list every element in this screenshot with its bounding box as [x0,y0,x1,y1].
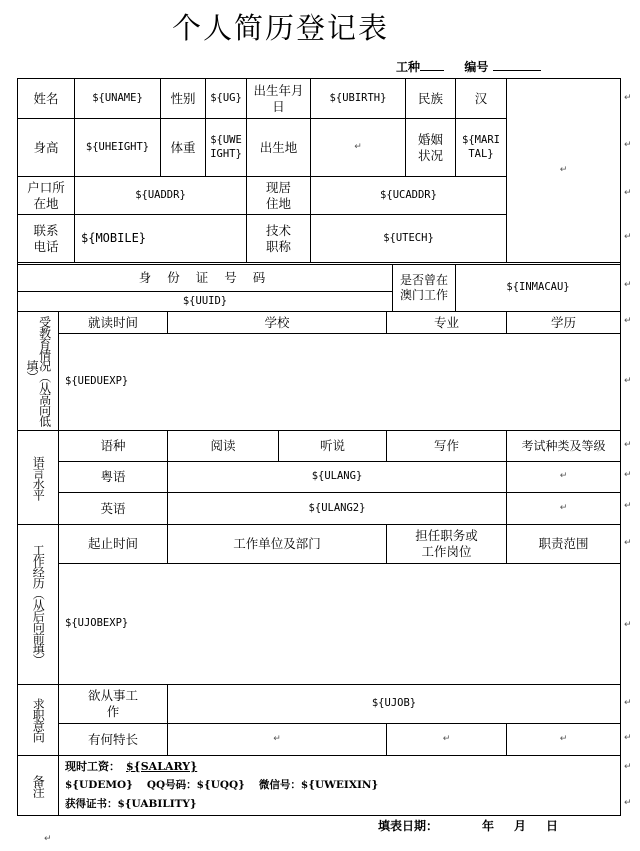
photo-area[interactable] [507,79,620,262]
name-label: 姓名 [33,90,59,106]
height-label: 身高 [33,139,59,155]
form-title: 个人简历登记表 [172,11,390,45]
language-header-language: 语种 [100,438,126,454]
ethnic-label: 民族 [417,90,443,106]
paragraph-mark-icon: ↵ [624,376,632,386]
paragraph-mark-icon: ↵ [624,733,632,743]
current-address-label: 现居住地 [265,179,291,211]
paragraph-mark-icon: ↵ [559,471,568,482]
paragraph-mark-icon: ↵ [624,188,632,198]
weight-label: 体重 [170,139,196,155]
skills-label: 有何特长 [87,731,138,747]
fill-date-label: 填表日期： [378,819,439,833]
education-header-major: 专业 [433,314,459,330]
fill-date-line[interactable] [378,817,558,834]
job-intent-section-label: 求职意向 [31,698,46,742]
wechat-label: 微信号： [258,779,301,791]
language-row-value[interactable]: ${ULANG} [311,470,363,483]
language-row-exam[interactable] [507,462,620,492]
language-row-exam[interactable] [507,493,620,524]
desired-job-label: 欲从事工作 [87,688,138,719]
certificate-label: 获得证书： [65,798,118,810]
marital-label: 婚姻状况 [417,131,443,163]
id-number-label: 身 份 证 号 码 [138,270,272,286]
language-header-exam: 考试种类及等级 [521,438,606,453]
id-number-value[interactable]: ${UUID} [182,294,228,307]
language-header-reading: 阅读 [210,438,236,454]
birthplace-value[interactable] [311,119,405,176]
language-section-label: 语言水平 [31,455,46,500]
paragraph-mark-icon: ↵ [624,140,632,150]
paragraph-mark-icon: ↵ [559,733,568,744]
salary-line[interactable] [65,758,197,774]
ethnic-value[interactable]: 汉 [474,90,488,106]
paragraph-mark-icon: ↵ [624,93,632,103]
work-header-duties: 职责范围 [538,536,589,552]
contact-line [65,777,378,792]
education-header-period: 就读时间 [87,314,138,330]
language-row-value[interactable]: ${ULANG2} [308,501,366,514]
marital-value[interactable]: ${MARITAL} [462,134,500,160]
paragraph-mark-icon: ↵ [624,280,632,290]
qq-value[interactable]: ${UQQ} [196,779,245,791]
paragraph-mark-icon: ↵ [624,501,632,511]
demo-value[interactable]: ${UDEMO} [65,779,133,791]
phone-value[interactable]: ${MOBILE} [81,231,147,245]
skills-value-2[interactable] [387,724,506,755]
number-label: 编号 [464,60,489,74]
wechat-value[interactable]: ${UWEIXIN} [300,779,379,791]
weight-value[interactable]: ${UWEIGHT} [210,134,242,160]
macau-work-value[interactable]: ${INMACAU} [506,281,570,294]
phone-label: 联系电话 [33,222,59,254]
education-section-label: 受教育情况（从高向低填） [25,316,52,426]
language-header-writing: 写作 [433,438,459,454]
birthplace-label: 出生地 [259,139,298,155]
gender-label: 性别 [170,90,196,106]
work-experience-value[interactable]: ${UJOBEXP} [65,617,129,630]
height-value[interactable]: ${UHEIGHT} [85,140,150,153]
tech-title-label: 技术职称 [265,222,291,254]
paragraph-mark-icon: ↵ [624,440,632,450]
paragraph-mark-icon: ↵ [354,141,362,152]
paragraph-mark-icon: ↵ [624,470,632,480]
name-value[interactable]: ${UNAME} [92,91,143,104]
day-label: 日 [546,819,559,833]
paragraph-mark-icon: ↵ [624,798,632,808]
birth-value[interactable]: ${UBIRTH} [329,91,387,104]
salary-value[interactable]: ${SALARY} [126,760,198,773]
certificate-line [65,796,197,811]
certificate-value[interactable]: ${UABILITY} [117,798,197,810]
month-label: 月 [514,819,527,833]
year-label: 年 [482,819,495,833]
hukou-value[interactable]: ${UADDR} [135,188,186,201]
language-row-name: 英语 [100,500,126,516]
paragraph-mark-icon: ↵ [273,733,281,744]
paragraph-mark-icon: ↵ [559,502,568,513]
education-experience-value[interactable]: ${UEDUEXP} [65,375,129,388]
hukou-label: 户口所在地 [27,179,65,211]
paragraph-mark-icon: ↵ [624,620,632,630]
education-header-degree: 学历 [550,314,576,330]
paragraph-mark-icon: ↵ [624,316,632,326]
salary-label: 现时工资： [65,760,120,773]
remarks-section-label: 备注 [31,774,46,797]
gender-value[interactable]: ${UG} [210,91,242,104]
language-row-name: 粤语 [100,469,126,485]
paragraph-mark-icon: ↵ [624,698,632,708]
work-section-label: 工作经历（从后向前填） [31,544,46,665]
skills-value-3[interactable] [507,724,620,755]
job-type-label: 工种 [396,60,421,74]
paragraph-mark-icon: ↵ [624,762,632,772]
skills-value[interactable] [168,724,386,755]
paragraph-mark-icon: ↵ [559,164,568,175]
desired-job-value[interactable]: ${UJOB} [371,697,417,710]
paragraph-mark-icon: ↵ [442,733,451,744]
macau-work-label: 是否曾在澳门工作 [399,273,448,302]
paragraph-mark-icon: ↵ [44,834,52,844]
birth-label: 出生年月日 [253,82,304,114]
qq-label: QQ号码： [146,779,197,791]
paragraph-mark-icon: ↵ [624,538,632,548]
current-address-value[interactable]: ${UCADDR} [380,188,437,201]
education-header-school: 学校 [264,314,290,330]
tech-title-value[interactable]: ${UTECH} [383,231,434,244]
work-header-position: 担任职务或工作岗位 [415,528,478,559]
paragraph-mark-icon: ↵ [624,232,632,242]
work-header-employer: 工作单位及部门 [233,536,321,552]
work-header-period: 起止时间 [87,536,138,552]
language-header-speaking: 听说 [319,438,345,454]
